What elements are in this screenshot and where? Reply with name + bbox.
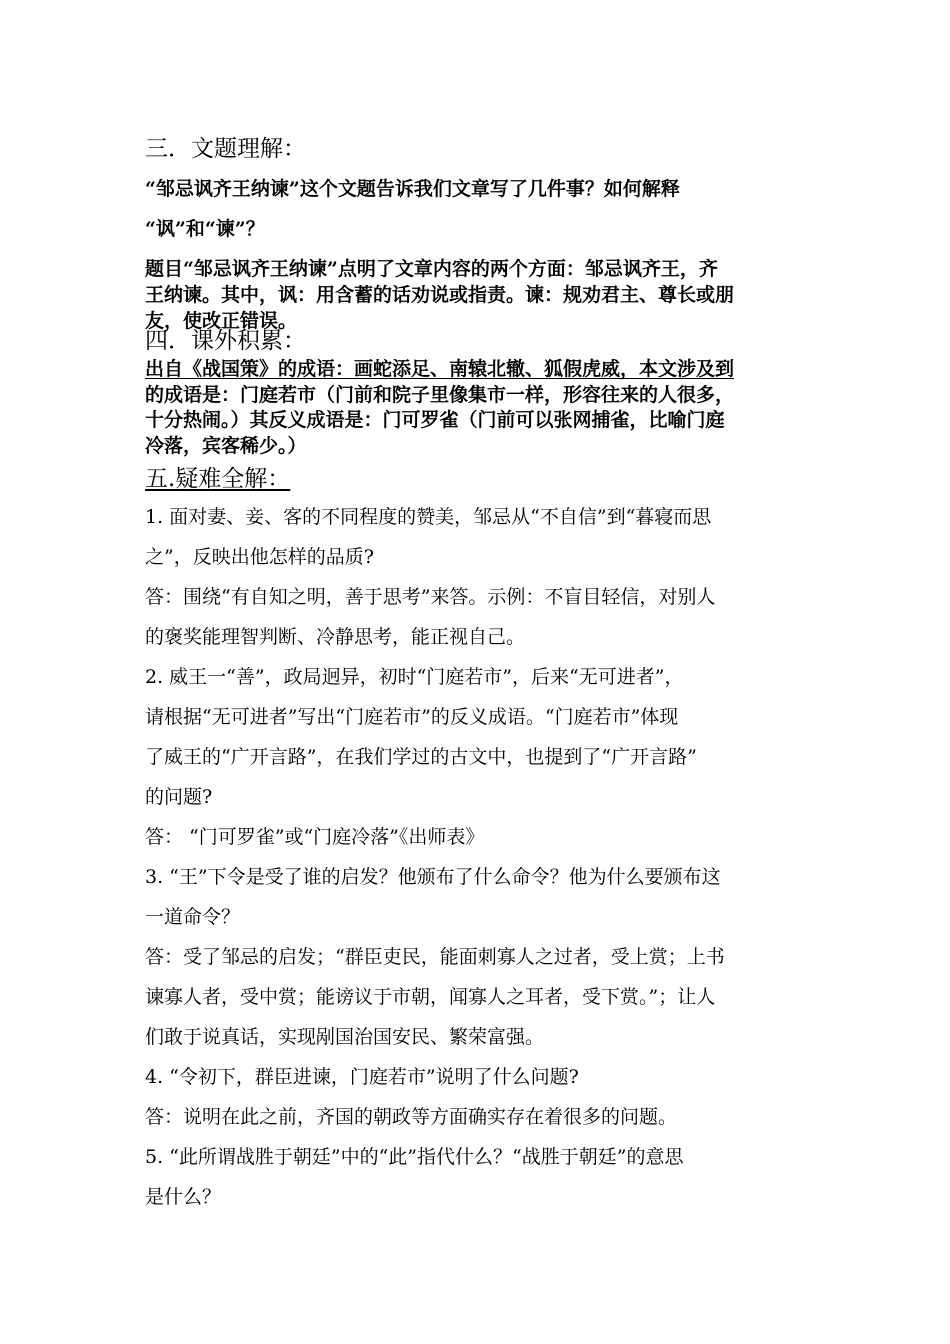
section-5-line: 答：围绕“有自知之明，善于思考”来答。示例：不盲目轻信，对别人: [145, 586, 716, 608]
section-3-answer-line: 友，使改正错误。: [145, 310, 298, 332]
section-5-line: 谏寡人者，受中赏；能谤议于市朝，闻寡人之耳者，受下赏。”；让人: [145, 986, 716, 1008]
section-5-heading: 五.疑难全解：: [145, 466, 291, 492]
section-3-answer-line: 题目“邹忌讽齐王纳谏”点明了文章内容的两个方面：邹忌讽齐王，齐: [145, 258, 718, 280]
section-4-line: 十分热闹。）其反义成语是：门可罗雀（门前可以张网捕雀，比喻门庭: [145, 409, 725, 431]
section-5-line: 的褒奖能理智判断、冷静思考，能正视自己。: [145, 626, 526, 648]
section-3-question-line: “讽”和“谏”？: [145, 218, 265, 240]
section-5-line: 2. 威王一“善”，政局迥异，初时“门庭若市”，后来“无可进者”，: [145, 666, 684, 688]
section-5-line: 答： “门可罗雀”或“门庭冷落”《出师表》: [145, 826, 485, 848]
section-5-line: 请根据“无可进者”写出“门庭若市”的反义成语。“门庭若市”体现: [145, 706, 679, 728]
section-5-line: 们敢于说真话，实现剐国治国安民、繁荣富强。: [145, 1026, 545, 1048]
section-5-line: 5. “此所谓战胜于朝廷”中的“此”指代什么？“战胜于朝廷”的意思: [145, 1146, 684, 1168]
section-5-line: 是什么？: [145, 1186, 222, 1208]
section-5-line: 了威王的“广开言路”，在我们学过的古文中，也提到了“广开言路”: [145, 746, 697, 768]
section-3-question-line: “邹忌讽齐王纳谏”这个文题告诉我们文章写了几件事？如何解释: [145, 178, 680, 200]
section-5-line: 一道命令？: [145, 906, 241, 928]
section-4-heading: 四．课外积累：: [145, 328, 306, 354]
section-4-line: 出自《战国策》的成语：画蛇添足、南辕北辙、狐假虎威，本文涉及到: [145, 358, 735, 380]
section-5-line: 答：受了邹忌的启发；“群臣吏民，能面刺寡人之过者，受上赏；上书: [145, 946, 725, 968]
section-5-line: 的问题?: [145, 786, 213, 808]
section-4-line: 冷落，宾客稀少。）: [145, 435, 307, 457]
section-5-line: 之”，反映出他怎样的品质?: [145, 546, 374, 568]
section-3-answer-line: 王纳谏。其中，讽：用含蓄的话劝说或指责。谏：规劝君主、尊长或朋: [145, 284, 735, 306]
section-5-line: 3. “王”下令是受了谁的启发？他颁布了什么命令？他为什么要颁布这: [145, 866, 721, 888]
section-3-heading: 三．文题理解：: [145, 136, 306, 162]
section-5-line: 4. “令初下，群臣进谏，门庭若市”说明了什么问题?: [145, 1066, 579, 1088]
section-4-line: 的成语是：门庭若市（门前和院子里像集市一样，形容往来的人很多，: [145, 384, 735, 406]
section-5-line: 1. 面对妻、妾、客的不同程度的赞美，邹忌从“不自信”到“暮寝而思: [145, 506, 712, 528]
section-5-line: 答：说明在此之前，齐国的朝政等方面确实存在着很多的问题。: [145, 1106, 678, 1128]
